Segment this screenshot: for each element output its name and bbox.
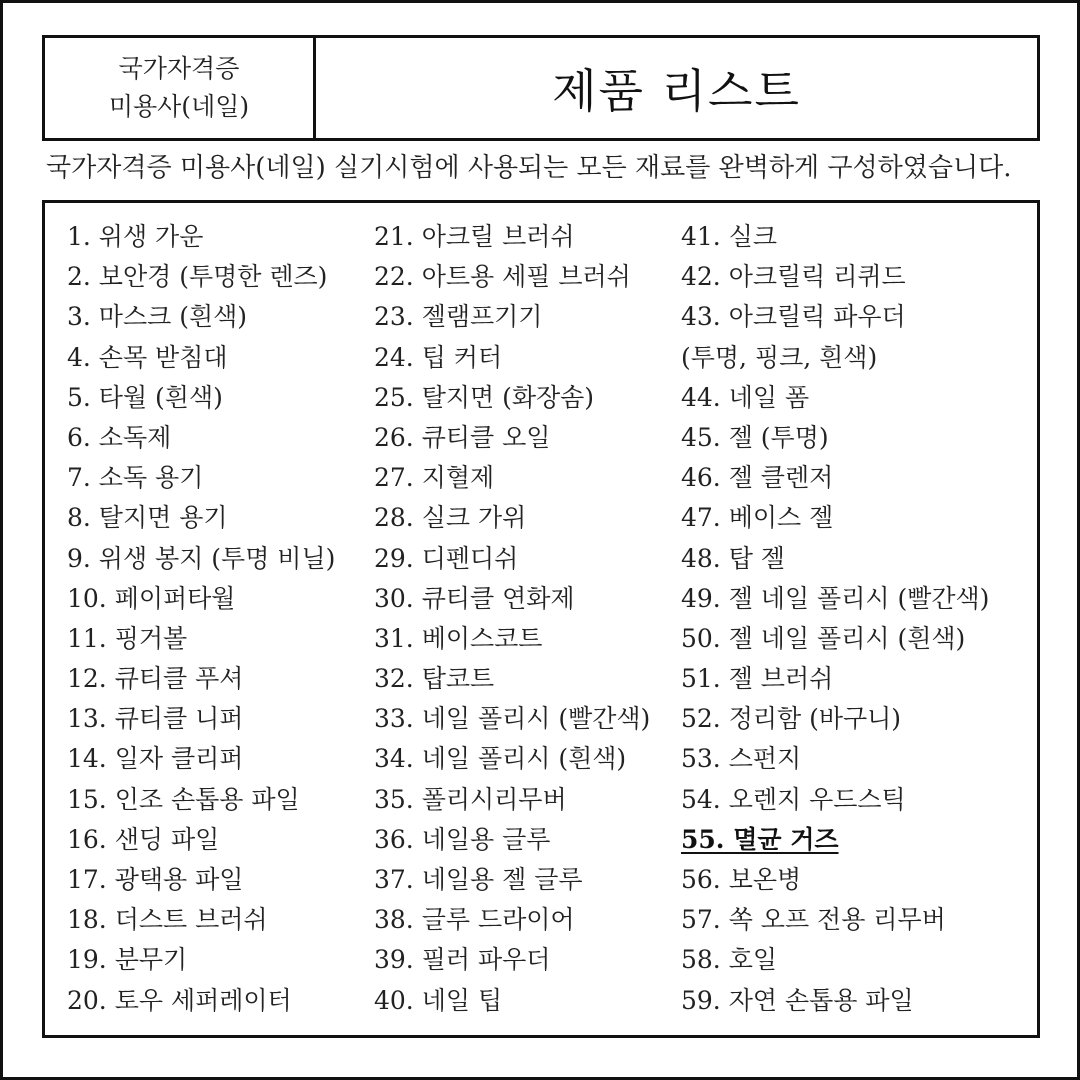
list-item: 8. 탈지면 용기 [67, 503, 228, 533]
description: 국가자격증 미용사(네일) 실기시험에 사용되는 모든 재료를 완벽하게 구성하였습니다. [46, 153, 1012, 183]
list-item: 41. 실크 [681, 222, 778, 251]
list-item: 44. 네일 폼 [681, 382, 810, 412]
list-item: 26. 큐티클 오일 [374, 422, 551, 452]
list-item: 32. 탑코트 [374, 664, 495, 694]
list-item: 33. 네일 폴리시 (빨간색) [374, 704, 651, 734]
list-item: 13. 큐티클 니퍼 [67, 704, 244, 734]
list-item: 39. 필러 파우더 [374, 945, 551, 975]
list-item: 47. 베이스 젤 [681, 503, 834, 533]
list-item-continuation: (투명, 핑크, 흰색) [681, 342, 878, 372]
list-item: 24. 팁 커터 [374, 342, 503, 372]
list-item-highlighted: 55. 멸균 거즈 [681, 824, 839, 854]
list-item: 10. 페이퍼타월 [67, 583, 236, 613]
list-item: 35. 폴리시리무버 [374, 784, 567, 814]
list-item: 12. 큐티클 푸셔 [67, 664, 244, 694]
list-item: 23. 젤램프기기 [374, 302, 543, 332]
list-item: 5. 타월 (흰색) [67, 382, 223, 412]
list-item: 53. 스펀지 [681, 744, 802, 774]
list-item: 38. 글루 드라이어 [374, 905, 575, 935]
list-item: 7. 소독 용기 [67, 463, 204, 493]
list-item: 59. 자연 손톱용 파일 [681, 985, 914, 1015]
list-item: 34. 네일 폴리시 (흰색) [374, 744, 627, 774]
list-item: 4. 손목 받침대 [67, 342, 228, 372]
header [42, 35, 1040, 141]
list-item: 3. 마스크 (흰색) [67, 302, 248, 332]
list-item: 51. 젤 브러쉬 [681, 664, 834, 694]
product-column-2 [374, 217, 650, 1021]
product-column-3 [681, 217, 989, 1021]
list-item: 19. 분무기 [67, 945, 188, 975]
list-item: 21. 아크릴 브러쉬 [374, 222, 575, 251]
list-item: 11. 핑거볼 [67, 623, 188, 653]
list-item: 22. 아트용 세필 브러쉬 [374, 262, 631, 292]
list-item: 6. 소독제 [67, 422, 172, 452]
list-item: 50. 젤 네일 폴리시 (흰색) [681, 623, 966, 653]
page-title: 제품 리스트 [552, 64, 801, 118]
list-item: 2. 보안경 (투명한 렌즈) [67, 262, 328, 292]
list-item: 48. 탑 젤 [681, 543, 785, 573]
list-item: 14. 일자 클리퍼 [67, 744, 244, 774]
list-item: 36. 네일용 글루 [374, 824, 551, 854]
product-column-1 [67, 217, 335, 1021]
list-item: 9. 위생 봉지 (투명 비닐) [67, 543, 336, 573]
list-item: 45. 젤 (투명) [681, 422, 829, 452]
list-item: 43. 아크릴릭 파우더 [681, 302, 906, 332]
list-item: 52. 정리함 (바구니) [681, 704, 902, 734]
list-item: 15. 인조 손톱용 파일 [67, 784, 300, 814]
certificate-label [45, 38, 316, 138]
list-item: 27. 지혈제 [374, 463, 495, 493]
list-item: 46. 젤 클렌저 [681, 463, 834, 493]
list-item: 30. 큐티클 연화제 [374, 583, 575, 613]
list-item: 25. 탈지면 (화장솜) [374, 382, 595, 412]
list-item: 49. 젤 네일 폴리시 (빨간색) [681, 583, 990, 613]
list-item: 58. 호일 [681, 945, 778, 975]
certificate-label-line1: 국가자격증 [118, 54, 240, 83]
list-item: 28. 실크 가위 [374, 503, 527, 533]
list-item: 40. 네일 팁 [374, 985, 503, 1015]
list-item: 54. 오렌지 우드스틱 [681, 784, 906, 814]
list-item: 18. 더스트 브러쉬 [67, 905, 268, 935]
list-item: 37. 네일용 젤 글루 [374, 865, 583, 894]
list-item: 57. 쏙 오프 전용 리무버 [681, 905, 946, 935]
list-item: 1. 위생 가운 [67, 222, 204, 251]
certificate-label-line2: 미용사(네일) [108, 92, 250, 121]
list-item: 16. 샌딩 파일 [67, 824, 220, 854]
list-item: 42. 아크릴릭 리퀴드 [681, 262, 906, 292]
list-item: 56. 보온병 [681, 865, 802, 894]
product-list [42, 200, 1040, 1038]
list-item: 17. 광택용 파일 [67, 865, 244, 894]
list-item: 29. 디펜디쉬 [374, 543, 519, 573]
list-item: 31. 베이스코트 [374, 623, 543, 653]
list-item: 20. 토우 세퍼레이터 [67, 985, 292, 1015]
